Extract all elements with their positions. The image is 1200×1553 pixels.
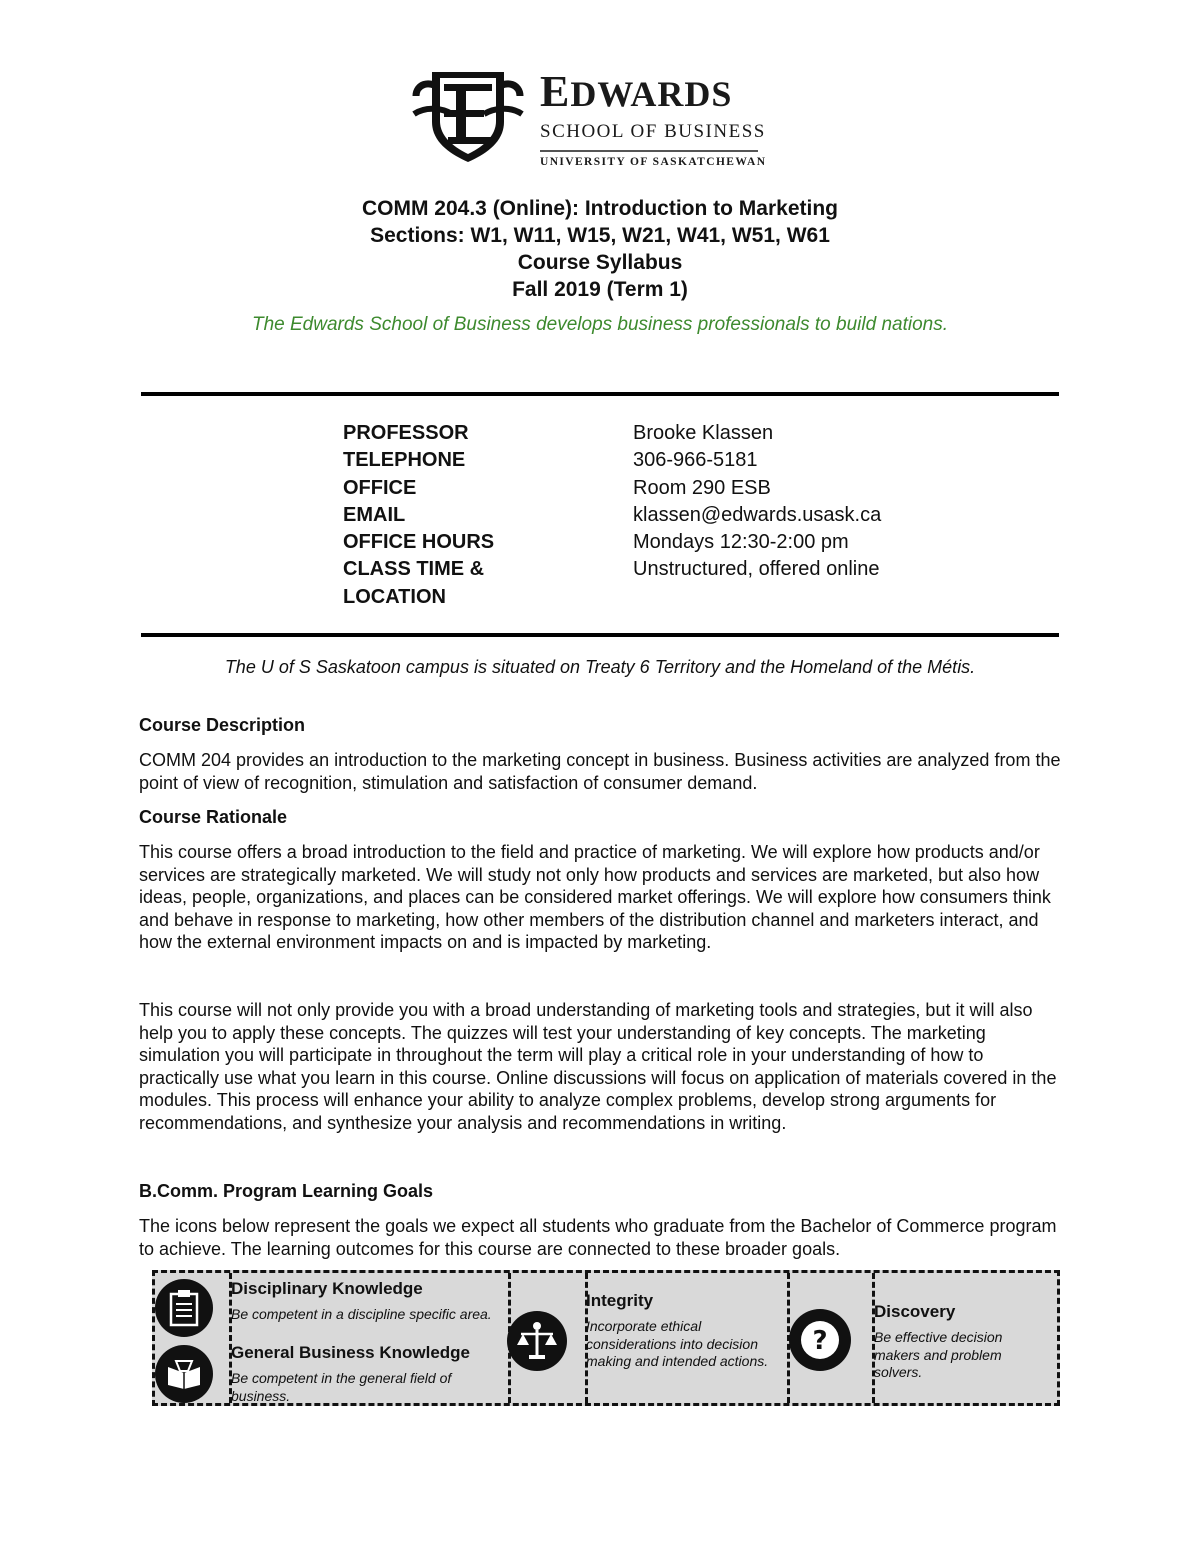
contact-row (343, 420, 963, 447)
section-heading: Course Rationale (139, 807, 288, 827)
logo-university: UNIVERSITY OF SASKATCHEWAN (540, 156, 767, 168)
contact-label: PROFESSOR (343, 422, 469, 444)
svg-text:?: ? (812, 1326, 828, 1356)
contact-row (343, 502, 963, 529)
learning-goals-table (152, 1270, 1060, 1406)
contact-value: Mondays 12:30-2:00 pm (633, 531, 849, 554)
contact-label: CLASS TIME & LOCATION (343, 558, 485, 608)
contact-row (343, 447, 963, 474)
contact-label: OFFICE (343, 476, 417, 499)
logo-divider (540, 150, 758, 152)
course-title: COMM 204.3 (Online): Introduction to Marketing (361, 197, 838, 220)
contact-row (343, 556, 963, 611)
rationale-paragraph: This course offers a broad introduction to the field and practice of marketing. We will explore how products and/or services are strategically marketed. We will study not only how products and services are marketed, but also how ideas, people, organizations, and places can be considered market offerings. We will explore how consumers think and behave in response to marketing, how other members of the distribution channel and marketers interact, and how the external environment impacts on and is impacted by marketing. (139, 842, 1051, 953)
goals-intro: The icons below represent the goals we expect all students who graduate from the Bachelor of Commerce program to achieve. The learning outcomes for this course are connected to these broader goals. (139, 1216, 1057, 1259)
treaty-acknowledgement: The U of S Saskatoon campus is situated on Treaty 6 Territory and the Homeland of the Métis. (224, 657, 976, 677)
document-type: Course Syllabus (517, 251, 683, 274)
logo-wordmark: EDWARDS (540, 67, 733, 116)
goal-title: Integrity (586, 1291, 654, 1310)
contact-table (343, 420, 963, 611)
contact-label: TELEPHONE (343, 449, 466, 472)
bottom-divider (141, 633, 1059, 637)
scales-icon (507, 1311, 567, 1371)
section-heading: Course Description (139, 715, 306, 735)
logo-school: SCHOOL OF BUSINESS (540, 121, 766, 142)
contact-value: Brooke Klassen (633, 422, 774, 444)
question-icon (789, 1309, 851, 1371)
contact-label: OFFICE HOURS (343, 531, 495, 554)
goal-description: Be effective decision makers and problem solvers. (874, 1329, 1003, 1380)
description-text: COMM 204 provides an introduction to the marketing concept in business. Business activities are analyzed from the point of view of recognition, stimulation and satisfaction of consumer demand. (139, 750, 1061, 793)
school-tagline: The Edwards School of Business develops business professionals to build nations. (251, 314, 948, 335)
contact-value: 306-966-5181 (633, 449, 758, 472)
goal-title: Discovery (874, 1302, 956, 1321)
clipboard-icon (155, 1279, 213, 1337)
contact-row (343, 529, 963, 556)
rationale-paragraph: This course will not only provide you with a broad understanding of marketing tools and strategies, but it will also help you to apply these concepts. The quizzes will test your understanding of key concepts. The marketing simulation you will participate in throughout the term will play a critical role in your understanding of how to practically use what you learn in this course. Online discussions will focus on application of materials covered in the modules. This process will enhance your ability to analyze complex problems, develop strong arguments for recommendations, and synthesize your analysis and recommendations in writing. (139, 1000, 1057, 1133)
contact-email[interactable]: klassen@edwards.usask.ca (633, 503, 882, 526)
top-divider (141, 392, 1059, 396)
contact-label: EMAIL (343, 503, 406, 526)
contact-value: Room 290 ESB (633, 476, 771, 499)
contact-value: Unstructured, offered online (633, 558, 880, 581)
edwards-shield-icon (412, 66, 524, 166)
goal-title: Disciplinary Knowledge (231, 1279, 423, 1298)
edwards-logo (412, 66, 772, 178)
title-block (0, 195, 1200, 303)
goal-description: Be competent in the general field of business. (231, 1370, 452, 1404)
goal-description: Be competent in a discipline specific area. (231, 1306, 492, 1322)
section-heading: B.Comm. Program Learning Goals (139, 1181, 434, 1201)
contact-row (343, 475, 963, 502)
goal-description: Incorporate ethical considerations into decision making and intended actions. (586, 1318, 769, 1369)
course-sections: Sections: W1, W11, W15, W21, W41, W51, W61 (370, 224, 830, 247)
goal-title: General Business Knowledge (231, 1343, 471, 1362)
book-icon (155, 1345, 213, 1403)
course-term: Fall 2019 (Term 1) (512, 278, 688, 301)
